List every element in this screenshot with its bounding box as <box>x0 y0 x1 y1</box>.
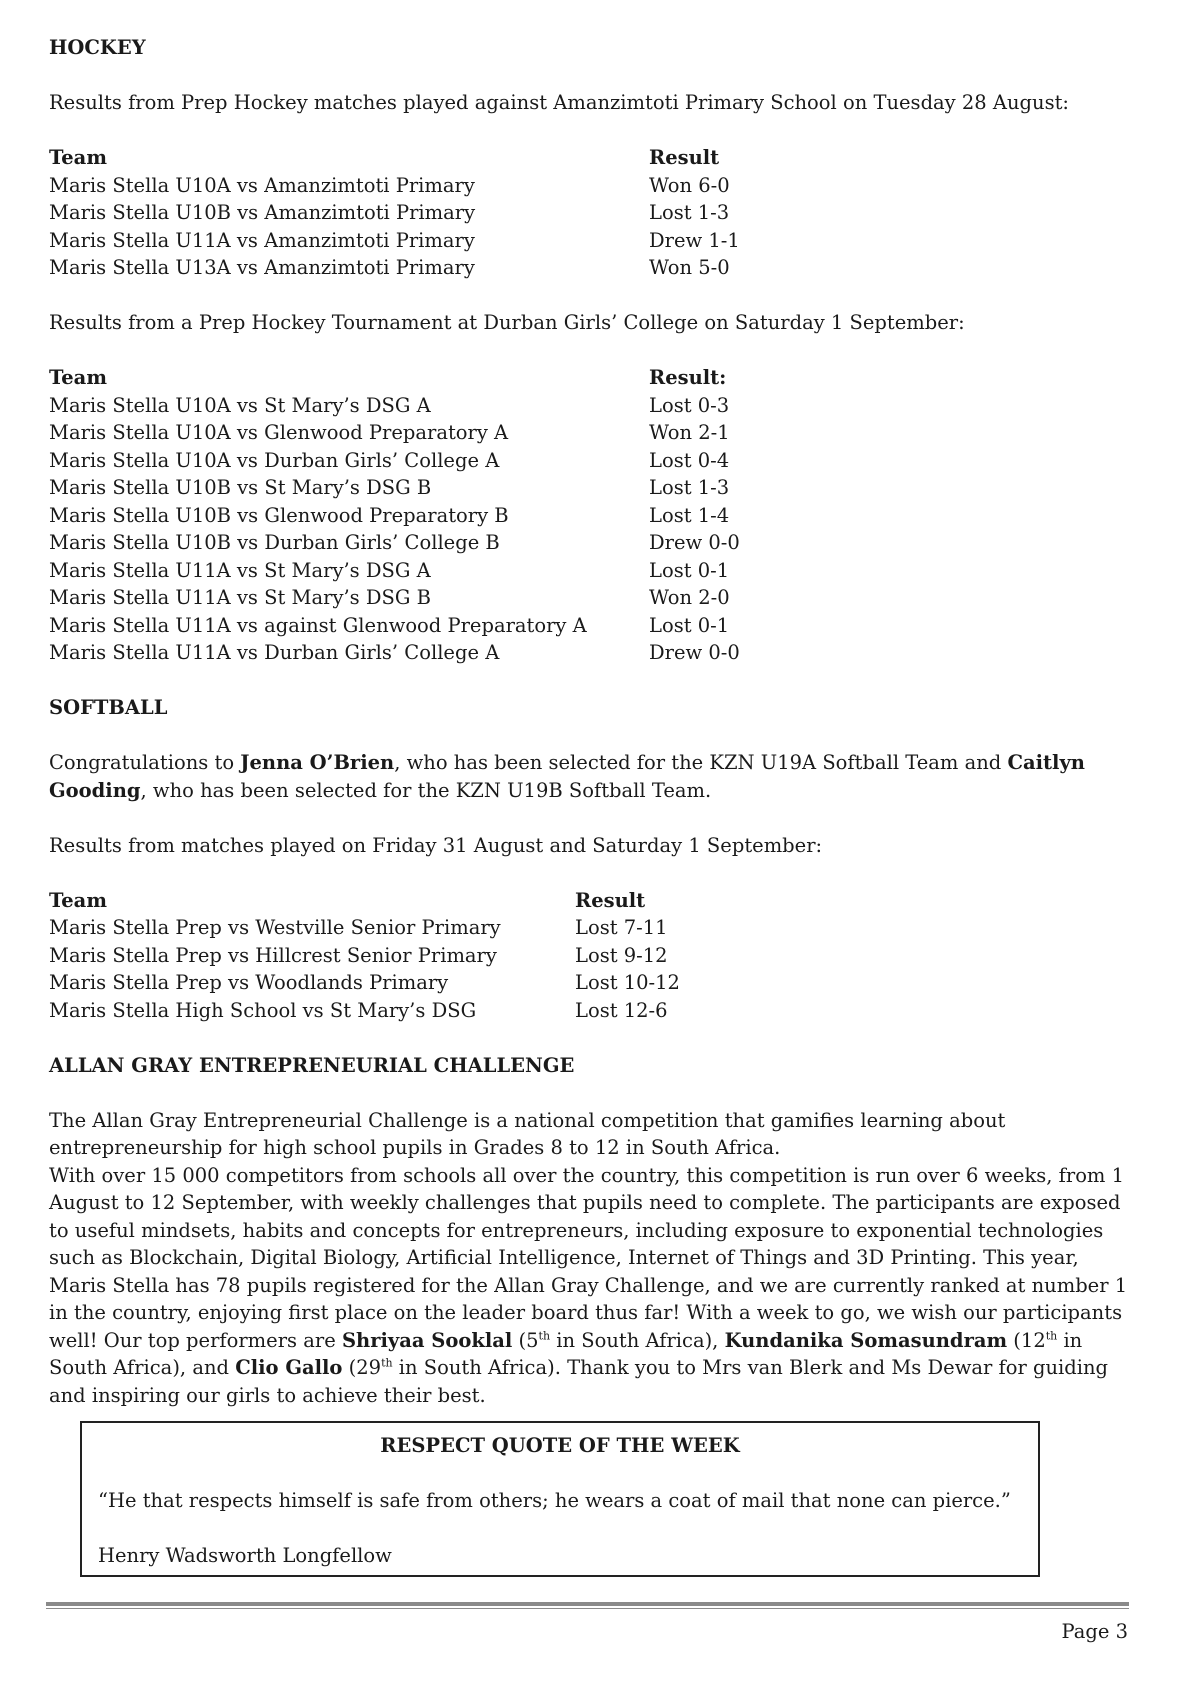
team-cell: Maris Stella U11A vs Amanzimtoti Primary <box>49 228 475 252</box>
softball-intro: Results from matches played on Friday 31 August and Saturday 1 September: <box>49 833 823 857</box>
team-cell: Maris Stella U11A vs St Mary’s DSG A <box>49 558 431 582</box>
softball-heading: SOFTBALL <box>49 696 168 719</box>
hockey-intro-1: Results from Prep Hockey matches played against Amanzimtoti Primary School on Tuesday 28 August: <box>49 91 1069 114</box>
result-column-header: Result: <box>649 366 727 389</box>
top-performer-name: Shriyaa Sooklal <box>341 1328 513 1352</box>
respect-quote-box <box>80 1421 1040 1577</box>
paragraph-text: in South Africa), <box>550 1328 725 1352</box>
result-cell: Won 6-0 <box>649 173 730 197</box>
result-cell: Drew 1-1 <box>649 228 740 252</box>
result-cell: Lost 1-4 <box>649 503 730 527</box>
table-row <box>49 612 1134 640</box>
table-row <box>49 392 1134 420</box>
result-cell: Lost 0-3 <box>649 393 730 417</box>
team-column-header: Team <box>49 366 107 389</box>
table-row <box>49 199 1134 227</box>
team-cell: Maris Stella Prep vs Westville Senior Primary <box>49 916 501 939</box>
result-cell: Lost 1-3 <box>649 201 730 224</box>
paragraph-text: (12 <box>1007 1328 1046 1352</box>
quote-author: Henry Wadsworth Longfellow <box>98 1544 392 1567</box>
team-cell: Maris Stella U10B vs St Mary’s DSG B <box>49 476 432 499</box>
allan-gray-heading: ALLAN GRAY ENTREPRENEURIAL CHALLENGE <box>49 1053 575 1077</box>
table-row <box>49 557 1134 585</box>
top-performer-name: Kundanika Somasundram <box>724 1328 1008 1352</box>
result-column-header: Result <box>649 146 720 169</box>
ordinal-suffix: th <box>381 1356 393 1370</box>
table-row <box>49 997 1134 1025</box>
hockey-results-table-2 <box>49 364 1134 667</box>
result-cell: Won 5-0 <box>649 256 730 279</box>
team-cell: Maris Stella U11A vs against Glenwood Preparatory A <box>49 613 587 637</box>
result-cell: Won 2-1 <box>649 421 730 444</box>
table-row <box>49 942 1134 970</box>
table-row <box>49 914 1134 942</box>
result-cell: Lost 9-12 <box>575 943 668 967</box>
team-cell: Maris Stella U11A vs Durban Girls’ College A <box>49 641 500 664</box>
allan-gray-paragraph-1: The Allan Gray Entrepreneurial Challenge is a national competition that gamifies learning about entrepreneurship for high school pupils in Grades 8 to 12 in South Africa. <box>49 1108 1006 1159</box>
table-row <box>49 529 1134 557</box>
result-cell: Lost 7-11 <box>575 916 668 939</box>
result-cell: Drew 0-0 <box>649 531 740 554</box>
selected-player-name: Jenna O’Brien <box>240 751 395 774</box>
result-cell: Lost 12-6 <box>575 998 668 1022</box>
hockey-results-table-1 <box>49 144 1134 282</box>
table-row <box>49 447 1134 475</box>
hockey-intro-2: Results from a Prep Hockey Tournament at Durban Girls’ College on Saturday 1 September: <box>49 311 965 334</box>
congrats-text: , who has been selected for the KZN U19B Softball Team. <box>140 778 712 802</box>
table-header-row <box>49 887 1134 915</box>
team-cell: Maris Stella U10A vs St Mary’s DSG A <box>49 393 431 417</box>
table-row <box>49 502 1134 530</box>
table-row <box>49 474 1134 502</box>
team-cell: Maris Stella Prep vs Woodlands Primary <box>49 971 449 994</box>
team-cell: Maris Stella U10B vs Glenwood Preparatory B <box>49 503 509 527</box>
table-row <box>49 419 1134 447</box>
team-cell: Maris Stella U10A vs Durban Girls’ College A <box>49 448 500 472</box>
paragraph-text: (5 <box>512 1328 539 1352</box>
paragraph-text: in South Africa). Thank you to Mrs van Blerk and Ms Dewar for guiding and inspiring our girls to achieve their best. <box>49 1356 1109 1407</box>
result-cell: Lost 0-1 <box>649 558 730 582</box>
table-row <box>49 584 1134 612</box>
hockey-heading: HOCKEY <box>49 36 146 59</box>
paragraph-text: (29 <box>342 1356 382 1379</box>
result-column-header: Result <box>575 888 646 912</box>
team-column-header: Team <box>49 888 107 912</box>
table-row <box>49 254 1134 282</box>
quote-title: RESPECT QUOTE OF THE WEEK <box>380 1434 740 1457</box>
table-header-row <box>49 144 1134 172</box>
softball-congrats <box>49 749 1134 804</box>
team-cell: Maris Stella Prep vs Hillcrest Senior Primary <box>49 943 497 967</box>
congrats-text: , who has been selected for the KZN U19A Softball Team and <box>394 751 1008 774</box>
footer-divider <box>46 1602 1129 1609</box>
team-cell: Maris Stella U10B vs Amanzimtoti Primary <box>49 201 476 224</box>
team-cell: Maris Stella High School vs St Mary’s DSG <box>49 998 477 1022</box>
table-row <box>49 969 1134 997</box>
congrats-text: Congratulations to <box>49 751 241 774</box>
team-cell: Maris Stella U10A vs Glenwood Preparatory A <box>49 421 509 444</box>
table-row <box>49 639 1134 667</box>
paragraph-text: With over 15 000 competitors from schools all over the country, this competition is run over 6 weeks, from 1 August to 12 September, with weekly challenges that pupils need to complete. The participants are exposed to useful mindsets, habits and concepts for entrepreneurs, including exposure to exponential technologies such as Blockchain, Digital Biology, Artificial Intelligence, Internet of Things and 3D Printing. This year, Maris Stella has 78 pupils registered for the Allan Gray Challenge, and we are currently ranked at number 1 in the country, enjoying first place on the leader board thus far! With a week to go, we wish our participants well! Our top performers are <box>49 1163 1128 1352</box>
result-cell: Drew 0-0 <box>649 641 740 664</box>
paragraph-text: in South Africa), and <box>49 1328 1083 1379</box>
page-number: Page 3 <box>1061 1620 1128 1643</box>
result-cell: Lost 10-12 <box>575 971 680 994</box>
selected-player-name: Caitlyn Gooding <box>49 751 1085 802</box>
result-cell: Won 2-0 <box>649 586 730 609</box>
ordinal-suffix: th <box>538 1329 551 1342</box>
team-cell: Maris Stella U10B vs Durban Girls’ College B <box>49 531 500 554</box>
team-cell: Maris Stella U10A vs Amanzimtoti Primary <box>49 173 475 197</box>
top-performer-name: Clio Gallo <box>235 1356 343 1379</box>
result-cell: Lost 0-4 <box>649 448 730 472</box>
quote-text: “He that respects himself is safe from others; he wears a coat of mail that none can pierce.” <box>98 1489 1011 1512</box>
softball-results-table <box>49 887 1134 1025</box>
allan-gray-paragraph-2 <box>49 1162 1134 1410</box>
team-cell: Maris Stella U13A vs Amanzimtoti Primary <box>49 256 475 279</box>
table-header-row <box>49 364 1134 392</box>
page-content <box>49 34 1134 1409</box>
ordinal-suffix: th <box>1045 1329 1058 1342</box>
team-column-header: Team <box>49 146 107 169</box>
result-cell: Lost 1-3 <box>649 476 730 499</box>
team-cell: Maris Stella U11A vs St Mary’s DSG B <box>49 586 431 609</box>
table-row <box>49 172 1134 200</box>
result-cell: Lost 0-1 <box>649 613 730 637</box>
table-row <box>49 227 1134 255</box>
